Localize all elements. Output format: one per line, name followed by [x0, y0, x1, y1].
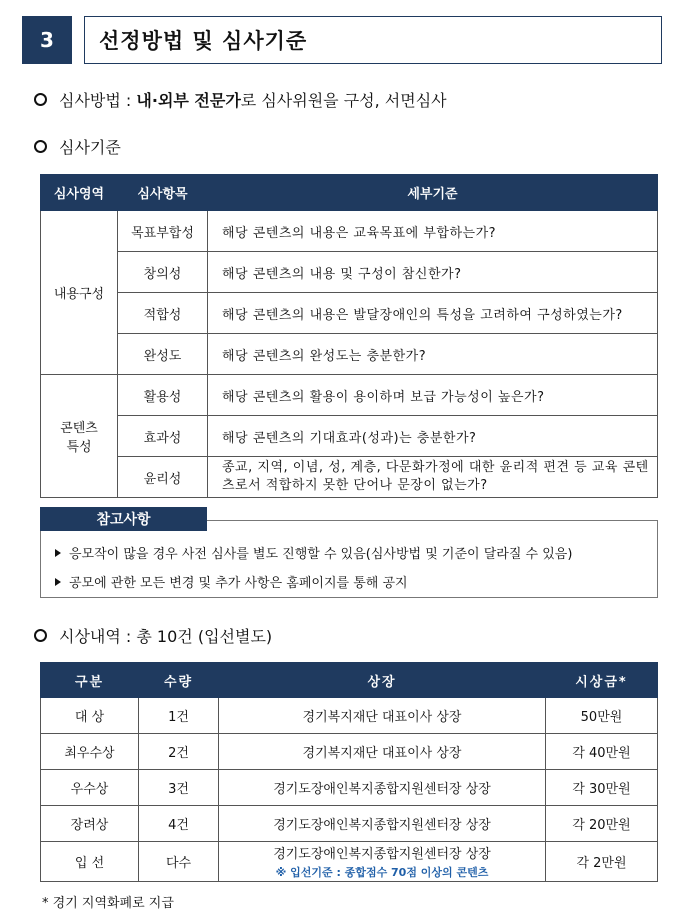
notes-box	[40, 520, 658, 598]
award-certificate: 경기도장애인복지종합지원센터장 상장	[219, 770, 546, 806]
notes-title: 참고사항	[40, 507, 207, 531]
awards-title: 시상내역 : 총 10건 (입선별도)	[59, 627, 273, 646]
table-row	[41, 211, 658, 252]
criteria-table	[40, 174, 658, 498]
table-row	[41, 416, 658, 457]
note-item	[55, 543, 572, 562]
award-category: 장려상	[41, 806, 139, 842]
award-certificate: 경기도장애인복지종합지원센터장 상장	[219, 806, 546, 842]
table-row	[41, 842, 658, 882]
award-category: 입 선	[41, 842, 139, 882]
award-category: 최우수상	[41, 734, 139, 770]
table-row	[41, 770, 658, 806]
header-area: 심사영역	[41, 175, 118, 211]
section-number: 3	[22, 16, 72, 64]
triangle-bullet-icon	[55, 549, 61, 557]
criteria-item: 완성도	[118, 334, 208, 375]
area-content: 내용구성	[41, 211, 118, 375]
award-qty: 3건	[139, 770, 219, 806]
note-text: 응모작이 많을 경우 사전 심사를 별도 진행할 수 있음(심사방법 및 기준이 달라질 수 있음)	[69, 547, 573, 562]
criteria-title: 심사기준	[59, 138, 121, 157]
table-row	[41, 334, 658, 375]
triangle-bullet-icon	[55, 578, 61, 586]
award-prize: 각 30만원	[546, 770, 658, 806]
criteria-heading	[34, 135, 121, 158]
criteria-detail: 해당 콘텐츠의 기대효과(성과)는 충분한가?	[208, 416, 658, 457]
awards-heading	[34, 624, 272, 647]
method-text-bold: 내·외부 전문가	[136, 91, 241, 110]
criteria-item: 적합성	[118, 293, 208, 334]
header-qty: 수량	[139, 663, 219, 698]
criteria-item: 창의성	[118, 252, 208, 293]
table-row	[41, 734, 658, 770]
method-line	[34, 88, 447, 111]
circle-bullet-icon	[34, 629, 47, 642]
criteria-detail: 해당 콘텐츠의 내용은 교육목표에 부합하는가?	[208, 211, 658, 252]
award-certificate: 경기복지재단 대표이사 상장	[219, 734, 546, 770]
section-header	[22, 16, 662, 64]
header-item: 심사항목	[118, 175, 208, 211]
award-category: 우수상	[41, 770, 139, 806]
award-category: 대 상	[41, 698, 139, 734]
awards-header-row	[41, 663, 658, 698]
criteria-item: 목표부합성	[118, 211, 208, 252]
header-certificate: 상장	[219, 663, 546, 698]
circle-bullet-icon	[34, 93, 47, 106]
circle-bullet-icon	[34, 140, 47, 153]
header-prize: 시상금*	[546, 663, 658, 698]
award-certificate: 경기복지재단 대표이사 상장	[219, 698, 546, 734]
table-row	[41, 252, 658, 293]
award-prize: 50만원	[546, 698, 658, 734]
footnote: * 경기 지역화폐로 지급	[42, 896, 174, 911]
area-characteristics	[41, 375, 118, 498]
area-line-1: 콘텐츠	[60, 421, 98, 436]
criteria-detail: 해당 콘텐츠의 내용은 발달장애인의 특성을 고려하여 구성하였는가?	[208, 293, 658, 334]
table-row	[41, 457, 658, 498]
section-title: 선정방법 및 심사기준	[84, 16, 662, 64]
note-text: 공모에 관한 모든 변경 및 추가 사항은 홈페이지를 통해 공지	[69, 576, 408, 591]
method-label: 심사방법 :	[59, 91, 132, 110]
criteria-item: 활용성	[118, 375, 208, 416]
award-prize: 각 20만원	[546, 806, 658, 842]
area-line-2: 특성	[66, 440, 92, 455]
criteria-detail: 해당 콘텐츠의 내용 및 구성이 참신한가?	[208, 252, 658, 293]
award-certificate-cell	[219, 842, 546, 882]
award-qty: 4건	[139, 806, 219, 842]
criteria-detail: 종교, 지역, 이념, 성, 계층, 다문화가정에 대한 윤리적 편견 등 교육 콘텐츠로서 적합하지 못한 단어나 문장이 없는가?	[208, 457, 658, 498]
table-row	[41, 698, 658, 734]
criteria-header-row	[41, 175, 658, 211]
award-qty: 2건	[139, 734, 219, 770]
note-item	[55, 572, 408, 591]
award-prize: 각 2만원	[546, 842, 658, 882]
criteria-item: 효과성	[118, 416, 208, 457]
header-category: 구분	[41, 663, 139, 698]
award-qty: 1건	[139, 698, 219, 734]
criteria-detail: 해당 콘텐츠의 완성도는 충분한가?	[208, 334, 658, 375]
awards-table	[40, 662, 658, 882]
award-qty: 다수	[139, 842, 219, 882]
award-certificate: 경기도장애인복지종합지원센터장 상장	[273, 847, 491, 862]
method-text-rest: 로 심사위원을 구성, 서면심사	[240, 91, 447, 110]
table-row	[41, 293, 658, 334]
criteria-detail: 해당 콘텐츠의 활용이 용이하며 보급 가능성이 높은가?	[208, 375, 658, 416]
award-prize: 각 40만원	[546, 734, 658, 770]
header-detail: 세부기준	[208, 175, 658, 211]
criteria-item: 윤리성	[118, 457, 208, 498]
table-row	[41, 375, 658, 416]
entry-criteria-note: ※ 입선기준 : 종합점수 70점 이상의 콘텐츠	[275, 866, 489, 879]
table-row	[41, 806, 658, 842]
